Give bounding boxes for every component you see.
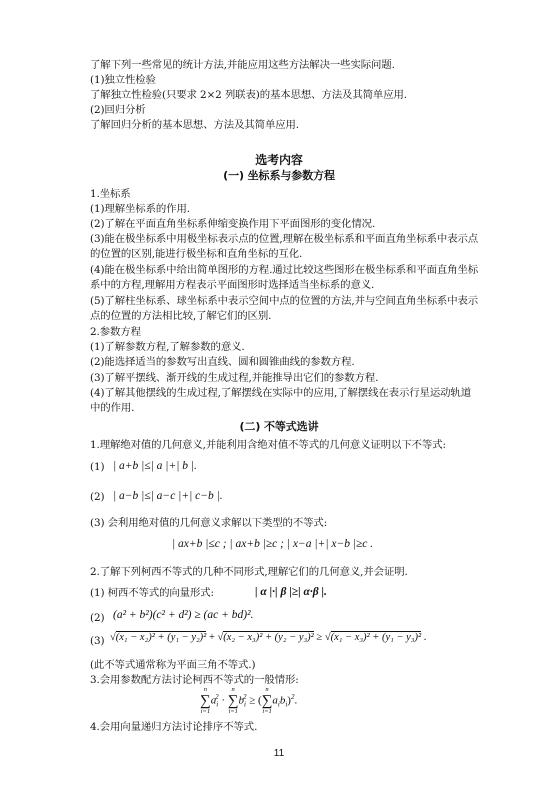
subheading-regression: (2)回归分析 — [90, 104, 146, 116]
formula-abs-types: | ax+b |≤c ; | ax+b |≥c ; | x−a |+| x−b |≥c . — [172, 538, 374, 550]
summation-symbol: n ∑ i=1 — [227, 686, 239, 715]
sum-term-b: b — [279, 694, 286, 707]
formula-label: (2) — [90, 491, 105, 503]
text-line: 3.会用参数配方法讨论柯西不等式的一般情形: — [90, 674, 299, 686]
formula-label: (1) — [90, 461, 105, 473]
dot-operator: · — [218, 694, 228, 707]
sum-term-b: b — [238, 694, 245, 707]
intro-line: 了解下列一些常见的统计方法,并能应用这些方法解决一些实际问题. — [90, 59, 395, 71]
item-heading: 2.参数方程 — [90, 326, 141, 338]
period: . — [421, 632, 427, 643]
formula-cauchy-vector: | α |·| β |≥| α·β |. — [255, 586, 327, 598]
text-line: (3)了解平摆线、渐开线的生成过程,并能推导出它们的参数方程. — [90, 372, 379, 384]
text-line: (3) 会利用绝对值的几何意义求解以下类型的不等式: — [90, 517, 328, 529]
superscript-2: 2 — [290, 692, 295, 701]
formula-cauchy-squares: (a² + b²)(c² + d²) ≥ (ac + bd)². — [113, 609, 254, 621]
sqrt-term: (x₁ − x₃)² + (y₁ − y₃)² — [330, 632, 422, 643]
text-line: 点的位置的方法相比较,了解它们的区别. — [90, 310, 272, 322]
text-line: 中的作用. — [90, 402, 135, 414]
page-number: 11 — [273, 748, 285, 759]
text-line: (1)了解参数方程,了解参数的意义. — [90, 341, 245, 353]
sum-term-a: a — [272, 694, 278, 707]
sum-term-a: a — [210, 694, 217, 707]
summation-symbol: n ∑ i=1 — [200, 686, 211, 715]
summation-symbol: n ∑ i=1 — [261, 686, 273, 715]
text-line: (4)了解其他摆线的生成过程,了解摆线在实际中的应用,了解摆线在表示行星运动轨道 — [90, 387, 471, 399]
text-line: 的位置的区别,能进行极坐标和直角坐标的互化. — [90, 248, 303, 260]
subscript-i: i — [244, 700, 246, 709]
formula-abs-triangle: | a+b |≤| a |+| b |. — [113, 460, 197, 472]
subscript-i: i — [277, 700, 280, 709]
formula-general-cauchy — [200, 686, 297, 716]
text-line: 4.会用向量递归方法讨论排序不等式. — [90, 721, 258, 733]
subscript-i: i — [216, 700, 219, 709]
subscript-i: i — [285, 700, 288, 709]
close-paren: ) — [287, 694, 291, 707]
formula-triangle-inequality — [110, 630, 426, 646]
period: . — [294, 694, 298, 707]
text-line: 2.了解下列柯西不等式的几种不同形式,理解它们的几何意义,并会证明. — [90, 566, 408, 578]
sqrt-symbol: √ — [110, 632, 116, 643]
text-line: 了解回归分析的基本思想、方法及其简单应用. — [90, 119, 300, 131]
text-line: (2)能选择适当的参数写出直线、圆和圆锥曲线的参数方程. — [90, 356, 355, 368]
text-line: 系中的方程,理解用方程表示平面图形时选择适当坐标系的意义. — [90, 279, 375, 291]
sqrt-term: (x₂ − x₃)² + (y₂ − y₃)² — [223, 632, 314, 643]
geq-sign: ≥ — [316, 632, 325, 643]
superscript-2: 2 — [242, 692, 247, 701]
section-title: 选考内容 — [255, 153, 303, 167]
sqrt-term: (x₁ − x₂)² + (y₁ − y₂)² — [115, 632, 207, 643]
text-line: (2)了解在平面直角坐标系伸缩变换作用下平面图形的变化情况. — [90, 218, 376, 230]
text-line: (5)了解柱坐标系、球坐标系中表示空间中点的位置的方法,并与空间直角坐标系中表示 — [90, 295, 479, 307]
plus-sign: + — [208, 632, 218, 643]
sqrt-symbol: √ — [217, 632, 224, 643]
superscript-2: 2 — [215, 692, 219, 701]
note-line: (此不等式通常称为平面三角不等式.) — [90, 659, 256, 671]
text-line: (4)能在极坐标系中给出简单图形的方程.通过比较这些图形在极坐标系和平面直角坐标 — [90, 264, 479, 276]
formula-label: (3) — [90, 635, 105, 647]
text-line: 1.理解绝对值的几何意义,并能利用含绝对值不等式的几何意义证明以下不等式: — [90, 439, 446, 451]
text-line: (1)理解坐标系的作用. — [90, 203, 190, 215]
geq-sign: ≥ ( — [246, 694, 262, 707]
subsection-title-inequalities: (二) 不等式选讲 — [239, 420, 319, 433]
formula-label: (2) — [90, 612, 105, 624]
sqrt-symbol: √ — [324, 632, 331, 643]
text-line: 了解独立性检验(只要求 2×2 列联表)的基本思想、方法及其简单应用. — [90, 89, 407, 101]
item-heading: 1.坐标系 — [90, 188, 131, 200]
subheading-independence: (1)独立性检验 — [90, 74, 156, 86]
text-line: (3)能在极坐标系中用极坐标表示点的位置,理解在极坐标系和平面直角坐标系中表示点 — [90, 233, 479, 245]
formula-label: (1) 柯西不等式的向量形式: — [90, 587, 214, 599]
formula-abs-difference: | a−b |≤| a−c |+| c−b |. — [113, 490, 223, 502]
subsection-title-coordinates: (一) 坐标系与参数方程 — [223, 169, 335, 182]
